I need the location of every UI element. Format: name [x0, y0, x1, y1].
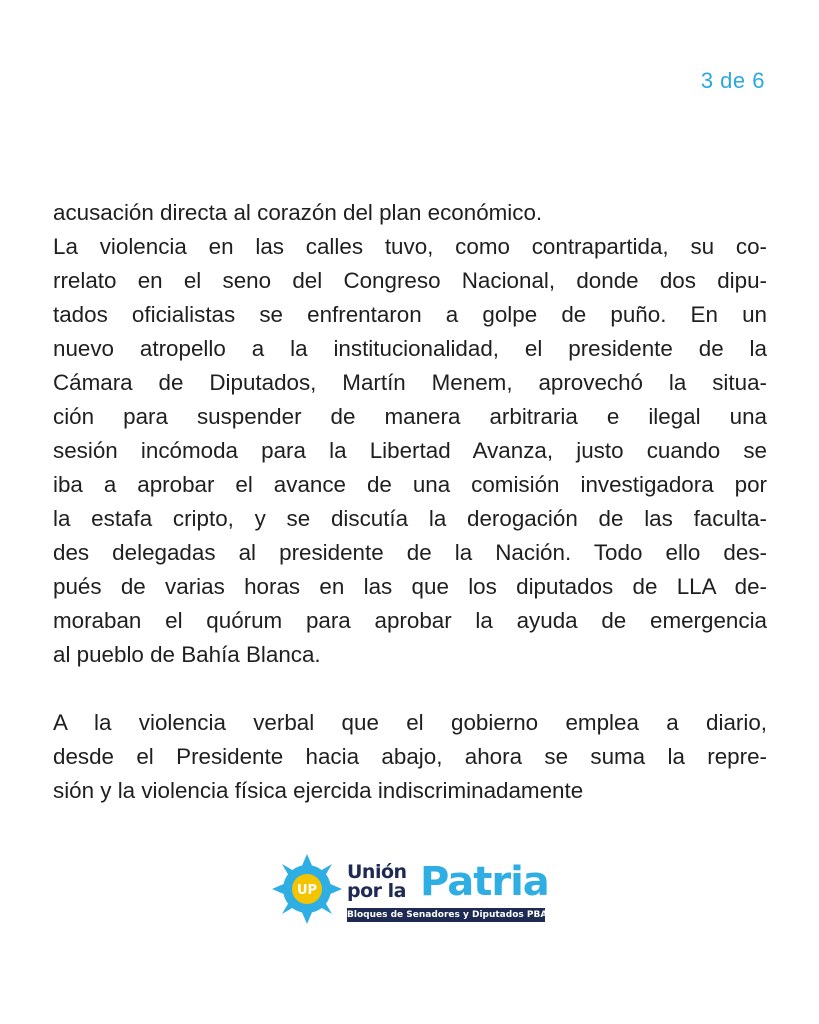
- text-line: Cámara de Diputados, Martín Menem, aprovechó la situa-: [53, 370, 767, 395]
- text-line: tados oficialistas se enfrentaron a golpe de puño. En un: [53, 302, 767, 327]
- body-text: [53, 196, 767, 808]
- text-line: A la violencia verbal que el gobierno emplea a diario,: [53, 710, 767, 735]
- text-line: sión y la violencia física ejercida indiscriminadamente: [53, 778, 584, 803]
- text-line: acusación directa al corazón del plan económico.: [53, 200, 543, 225]
- text-line: pués de varias horas en las que los diputados de LLA de-: [53, 574, 767, 599]
- sun-badge-icon: [272, 854, 342, 924]
- logo-line-2: por la: [347, 880, 406, 902]
- logo-line-1: Unión: [347, 861, 407, 883]
- text-line: La violencia en las calles tuvo, como contrapartida, su co-: [53, 234, 767, 259]
- logo-main-word: Patria: [420, 859, 549, 905]
- text-line: des delegadas al presidente de la Nación. Todo ello des-: [53, 540, 767, 565]
- union-por-la-patria-logo: [272, 850, 562, 930]
- text-line: ción para suspender de manera arbitraria e ilegal una: [53, 404, 767, 429]
- text-line: la estafa cripto, y se discutía la derogación de las faculta-: [53, 506, 767, 531]
- logo-banner: Bloques de Senadores y Diputados PBA: [347, 910, 548, 920]
- text-line: nuevo atropello a la institucionalidad, el presidente de la: [53, 336, 767, 361]
- text-line: moraban el quórum para aprobar la ayuda de emergencia: [53, 608, 767, 633]
- text-line: iba a aprobar el avance de una comisión investigadora por: [53, 472, 767, 497]
- paragraph-gap: [53, 672, 767, 706]
- text-line: desde el Presidente hacia abajo, ahora se suma la repre-: [53, 744, 767, 769]
- badge-text: UP: [296, 883, 318, 898]
- page-counter: 3 de 6: [700, 68, 765, 93]
- text-line: rrelato en el seno del Congreso Nacional, donde dos dipu-: [53, 268, 767, 293]
- text-line: al pueblo de Bahía Blanca.: [53, 642, 321, 667]
- text-line: sesión incómoda para la Libertad Avanza, justo cuando se: [53, 438, 767, 463]
